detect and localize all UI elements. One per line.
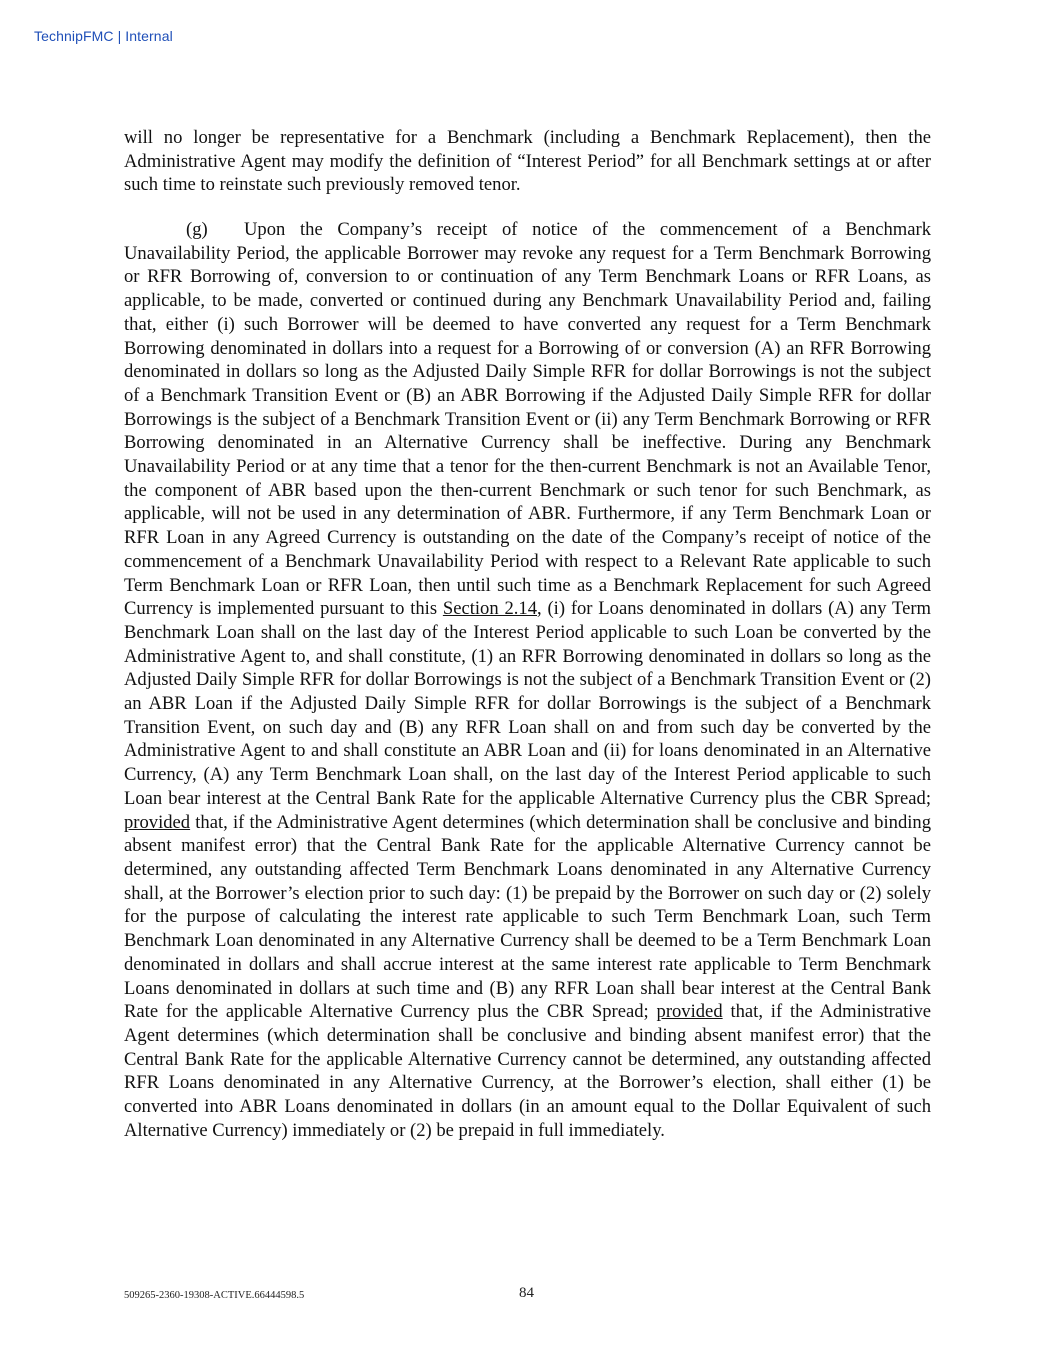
paragraph-g-text-a: Upon the Company’s receipt of notice of the commencement of a Benchmark Unavailability Period, the applicable Borrower may revoke any request for a Term Benchmark Borrowing or RFR Borrowing of, conversion to or continuation of any Term Benchmark Loans or RFR Loans, as applicable, to be made, converted or continued during any Benchmark Unavailability Period and, failing that, either (i) such Borrower will be deemed to have converted any request for a Term Benchmark Borrowing denominated in dollars into a request for a Borrowing of or conversion (A) an RFR Borrowing denominated in dollars so long as the Adjusted Daily Simple RFR for dollar Borrowings is not the subject of a Benchmark Transition Event or (B) an ABR Borrowing if the Adjusted Daily Simple RFR for dollar Borrowings is the subject of a Benchmark Transition Event or (ii) any Term Benchmark Borrowing or RFR Borrowing denominated in an Alternative Currency shall be ineffective. During any Benchmark Unavailability Period or at any time that a tenor for the then-current Benchmark is not an Available Tenor, the component of ABR based upon the then-current Benchmark or such tenor for such Benchmark, as applicable, will not be used in any determination of ABR. Furthermore, if any Term Benchmark Loan or RFR Loan in any Agreed Currency is outstanding on the date of the Company’s receipt of notice of the commencement of a Benchmark Unavailability Period with respect to a Relevant Rate applicable to such Term Benchmark Loan or RFR Loan, then until such time as a Benchmark Replacement for such Agreed Currency is implemented pursuant to this (124, 219, 931, 620)
paragraph-g-text-c: that, if the Administrative Agent determines (which determination shall be conclusive and binding absent manifest error) that the Central Bank Rate for the applicable Alternative Currency cannot be determined, any outstanding affected Term Benchmark Loans denominated in any Alternative Currency shall, at the Borrower’s election prior to such day: (1) be prepaid by the Borrower on such day or (2) solely for the purpose of calculating the interest rate applicable to such Term Benchmark Loan, such Term Benchmark Loan denominated in any Alternative Currency shall be deemed to be a Term Benchmark Loan denominated in dollars and shall accrue interest at the same interest rate applicable to Term Benchmark Loans denominated in dollars at such time and (B) any RFR Loan shall bear interest at the Central Bank Rate for the applicable Alternative Currency plus the CBR Spread; (124, 811, 931, 1023)
paragraph-g (124, 218, 931, 1142)
paragraph-g-text-b: , (i) for Loans denominated in dollars (A) any Term Benchmark Loan shall on the last day of the Interest Period applicable to such Loan be converted by the Administrative Agent to, and shall constitute, (1) an RFR Borrowing denominated in dollars so long as the Adjusted Daily Simple RFR for dollar Borrowings is not the subject of a Benchmark Transition Event or (2) an ABR Loan if the Adjusted Daily Simple RFR for dollar Borrowings is the subject of a Benchmark Transition Event, on such day and (B) any RFR Loan shall on and from such day be converted by the Administrative Agent to and shall constitute an ABR Loan and (ii) for loans denominated in an Alternative Currency, (A) any Term Benchmark Loan shall, on the last day of the Interest Period applicable to such Loan bear interest at the Central Bank Rate for the applicable Alternative Currency plus the CBR Spread; (124, 598, 931, 809)
page-number: 84 (519, 1285, 534, 1301)
provided-term-2: provided (656, 1001, 723, 1023)
paragraph-1-text: will no longer be representative for a Benchmark (including a Benchmark Replacement), then the Administrative Agent may modify the definition of “Interest Period” for all Benchmark settings at or after such time to reinstate such previously removed tenor. (124, 127, 931, 196)
section-reference: Section 2.14 (442, 598, 537, 620)
paragraph-g-text-d: that, if the Administrative Agent determines (which determination shall be conclusive and binding absent manifest error) that the Central Bank Rate for the applicable Alternative Currency cannot be determined, any outstanding affected RFR Loans denominated in any Alternative Currency, at the Borrower’s election, shall either (1) be converted into ABR Loans denominated in dollars (in an amount equal to the Dollar Equivalent of such Alternative Currency) immediately or (2) be prepaid in full immediately. (124, 1001, 931, 1141)
classification-label: TechnipFMC | Internal (34, 28, 173, 44)
provided-term-1: provided (124, 811, 191, 833)
clause-marker: (g) (186, 219, 208, 240)
paragraph-continuation (124, 126, 931, 197)
document-id: 509265-2360-19308-ACTIVE.66444598.5 (124, 1290, 305, 1301)
